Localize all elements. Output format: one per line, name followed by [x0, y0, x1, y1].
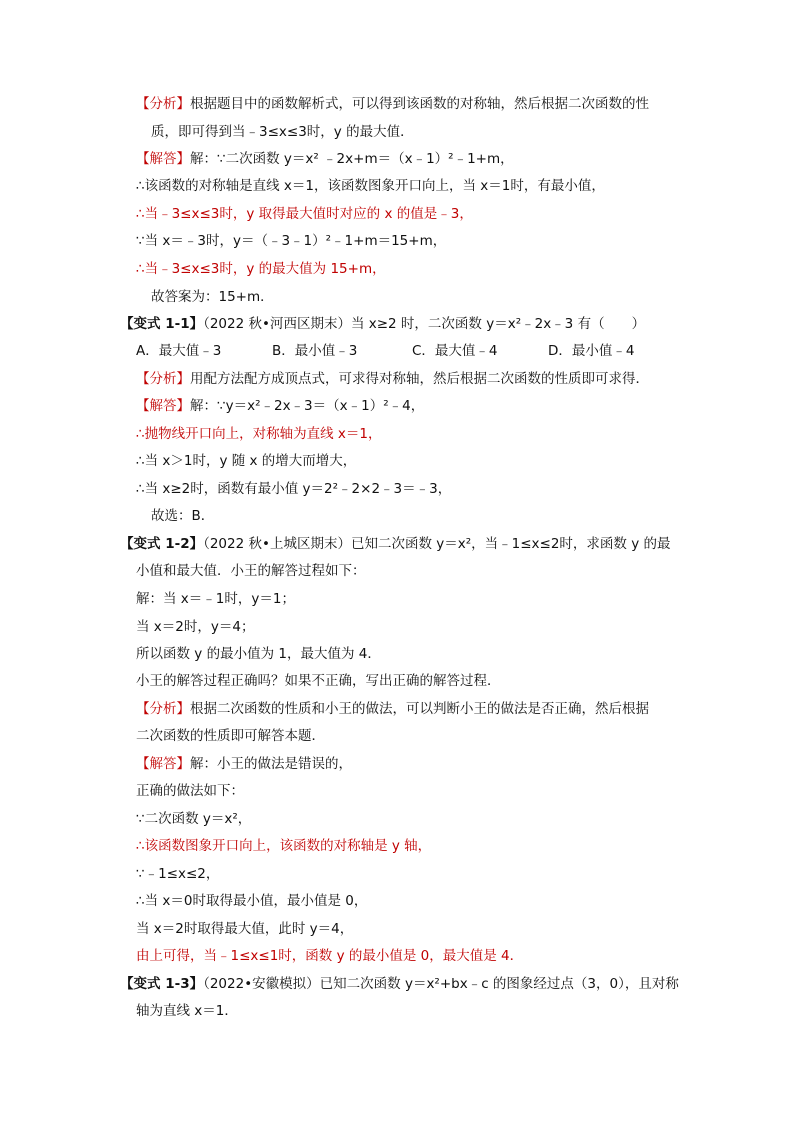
solution-line-6: ∴当 x＝0时取得最小值，最小值是 0， — [136, 893, 368, 909]
solution-line-4: ∴该函数图象开口向上，该函数的对称轴是 y 轴， — [136, 838, 432, 854]
analysis-line — [136, 369, 649, 389]
option-b: B．最小值﹣3 — [272, 343, 358, 359]
question-stem: （2022 秋•河西区期末）当 x≥2 时，二次函数 y＝x²﹣2x﹣3 有（ ） — [203, 316, 646, 332]
question-tag: 【变式 1-3】 — [120, 976, 204, 992]
analysis-text: 根据题目中的函数解析式，可以得到该函数的对称轴，然后根据二次函数的性 — [190, 96, 649, 112]
solution-text: 解：∵二次函数 y＝x² ﹣2x+m＝（x﹣1）²﹣1+m， — [190, 151, 514, 167]
student-step-1: 解：当 x＝﹣1时，y＝1； — [136, 591, 295, 607]
solution-line-5: ∵﹣1≤x≤2， — [136, 866, 220, 882]
analysis-line-1 — [136, 699, 649, 719]
answer-line: 故答案为：15+m． — [151, 289, 274, 305]
solution-text: 解：小王的做法是错误的， — [190, 756, 352, 772]
solution-line-2: ∴抛物线开口向上，对称轴为直线 x＝1， — [136, 426, 382, 442]
solution-line-1 — [136, 396, 424, 416]
question-stem: （2022•安徽模拟）已知二次函数 y＝x²+bx﹣c 的图象经过点（3，0），且对称 — [203, 976, 679, 992]
analysis-text: 根据二次函数的性质和小王的做法，可以判断小王的做法是否正确，然后根据 — [190, 701, 649, 717]
answer-line: 故选：B． — [151, 508, 215, 524]
solution-tag: 【解答】 — [136, 398, 190, 414]
option-c: C．最大值﹣4 — [412, 343, 498, 359]
question-stem-2: 轴为直线 x＝1． — [136, 1003, 238, 1019]
analysis-line-1 — [136, 94, 649, 114]
solution-line-4: ∵当 x＝﹣3时，y＝（﹣3﹣1）²﹣1+m＝15+m， — [136, 233, 447, 249]
option-d: D．最小值﹣4 — [548, 343, 635, 359]
solution-line-2: ∴该函数的对称轴是直线 x＝1，该函数图象开口向上，当 x＝1时，有最小值， — [136, 178, 605, 194]
solution-line-8: 由上可得，当﹣1≤x≤1时，函数 y 的最小值是 0，最大值是 4． — [136, 948, 524, 964]
analysis-tag: 【分析】 — [136, 96, 190, 112]
solution-line-3: ∵二次函数 y＝x²， — [136, 811, 252, 827]
solution-line-4: ∴当 x≥2时，函数有最小值 y＝2²﹣2×2﹣3＝﹣3， — [136, 481, 452, 497]
solution-text: 解：∵y＝x²﹣2x﹣3＝（x﹣1）²﹣4， — [190, 398, 425, 414]
question-prompt: 小王的解答过程正确吗？如果不正确，写出正确的解答过程． — [136, 673, 501, 689]
solution-line-5: ∴当﹣3≤x≤3时，y 的最大值为 15+m， — [136, 261, 386, 277]
solution-line-3: ∴当﹣3≤x≤3时，y 取得最大值时对应的 x 的值是﹣3， — [136, 206, 473, 222]
analysis-tag: 【分析】 — [136, 371, 190, 387]
question-1-1 — [120, 314, 645, 334]
question-stem-2: 小值和最大值．小王的解答过程如下： — [136, 563, 366, 579]
solution-tag: 【解答】 — [136, 151, 190, 167]
solution-line-2: 正确的做法如下： — [136, 783, 244, 799]
question-1-2 — [120, 534, 671, 554]
student-step-3: 所以函数 y 的最小值为 1，最大值为 4． — [136, 646, 381, 662]
question-stem: （2022 秋•上城区期末）已知二次函数 y＝x²，当﹣1≤x≤2时，求函数 y 的最 — [203, 536, 671, 552]
analysis-tag: 【分析】 — [136, 701, 190, 717]
question-1-3 — [120, 974, 679, 994]
analysis-text: 用配方法配方成顶点式，可求得对称轴，然后根据二次函数的性质即可求得． — [190, 371, 649, 387]
solution-line-1 — [136, 149, 514, 169]
option-a: A．最大值﹣3 — [136, 343, 222, 359]
student-step-2: 当 x＝2时，y＝4； — [136, 619, 255, 635]
solution-line-1 — [136, 754, 352, 774]
question-tag: 【变式 1-1】 — [120, 316, 204, 332]
solution-tag: 【解答】 — [136, 756, 190, 772]
analysis-line-2: 二次函数的性质即可解答本题． — [136, 728, 325, 744]
solution-line-7: 当 x＝2时取得最大值，此时 y＝4， — [136, 921, 354, 937]
analysis-line-2: 质，即可得到当﹣3≤x≤3时，y 的最大值． — [151, 124, 414, 140]
solution-line-3: ∴当 x＞1时，y 随 x 的增大而增大， — [136, 453, 357, 469]
question-tag: 【变式 1-2】 — [120, 536, 204, 552]
